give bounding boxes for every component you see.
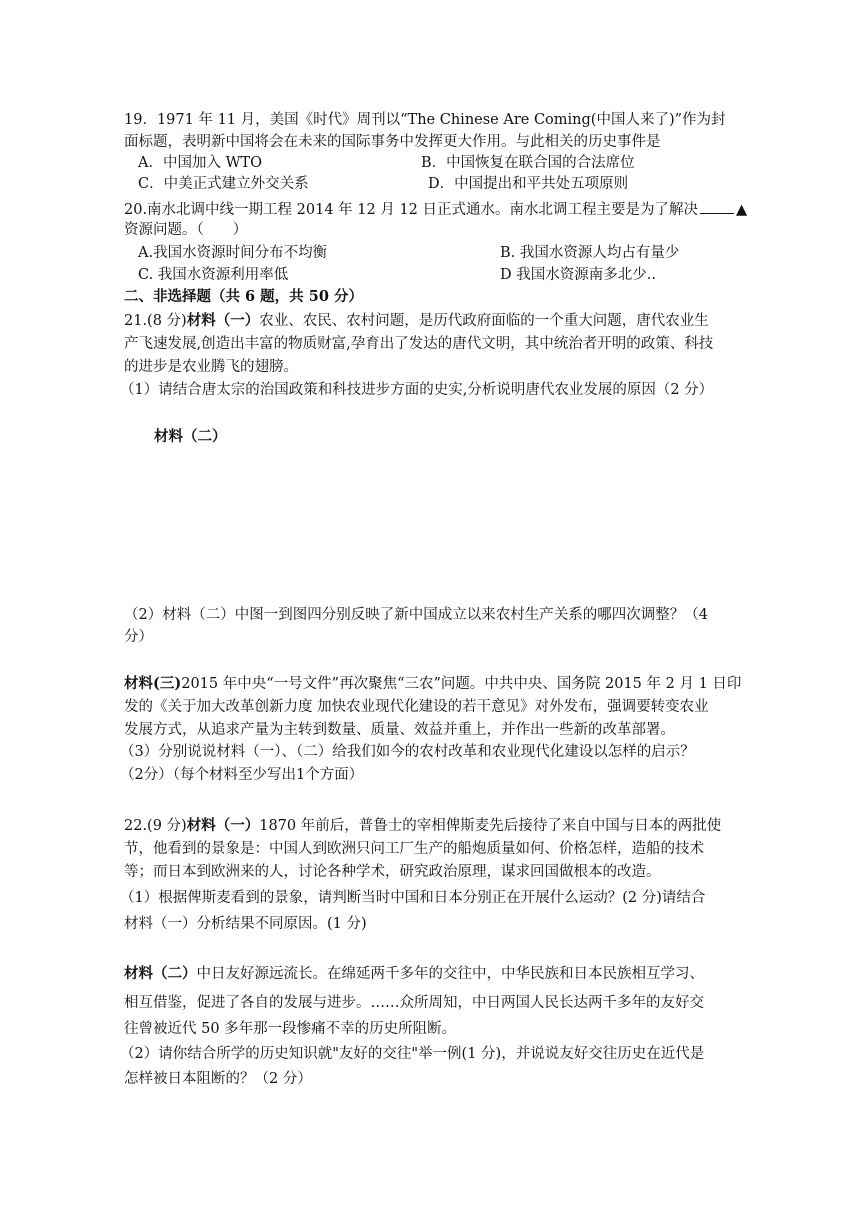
q21-material-1-line-1 — [124, 311, 709, 331]
q22-sub-question-1-line-1: （1）根据俾斯麦看到的景象，请判断当时中国和日本分别正在开展什么运动？(2 分)请结合 — [120, 890, 706, 906]
q21-material-1-line-2: 产飞速发展,创造出丰富的物质财富,孕育出了发达的唐代文明，其中统治者开明的政策、科技 — [124, 336, 714, 352]
q21-sub-question-3-line-2: （2分）（每个材料至少写出1个方面） — [120, 767, 364, 783]
q19-stem-line-1: 19．1971 年 11 月，美国《时代》周刊以“The Chinese Are Coming(中国人来了)”作为封 — [124, 112, 726, 128]
q22-sub-question-2-line-1: （2）请你结合所学的历史知识就"友好的交往"举一例(1 分)，并说说友好交往历史在近代是 — [120, 1046, 705, 1062]
q20-stem-text: 20.南水北调中线一期工程 2014 年 12 月 12 日正式通水。南水北调工程主要是为了解决 — [124, 202, 699, 218]
q21-sub-question-2-line-2: 分） — [124, 629, 153, 645]
q21-sub-question-1: （1）请结合唐太宗的治国政策和科技进步方面的史实,分析说明唐代农业发展的原因（2 分） — [120, 382, 714, 398]
q21-sub-question-2-line-1: （2）材料（二）中图一到图四分别反映了新中国成立以来农村生产关系的哪四次调整？（4 — [124, 607, 708, 623]
q21-material-3-line-1 — [124, 674, 741, 694]
q20-option-c: C. 我国水资源利用率低 — [138, 267, 289, 283]
q21-sub-question-3-line-1: （3）分别说说材料（一）、（二）给我们如今的农村改革和农业现代化建设以怎样的启示？ — [120, 744, 695, 760]
q20-blank-marker: ▲ — [736, 202, 748, 218]
q21-material-3-line-2: 发的《关于加大改革创新力度 加快农业现代化建设的若干意见》对外发布，强调要转变农业 — [124, 699, 709, 715]
q22-material-1-label: 材料（一） — [186, 817, 260, 834]
q22-material-1-line-3: 等；而日本到欧洲来的人，讨论各种学术，研究政治原理，谋求回国做根本的改造。 — [124, 864, 661, 880]
q21-material-3-label: 材料(三) — [124, 675, 182, 692]
q21-material-1-line-3: 的进步是农业腾飞的翅膀。 — [124, 359, 298, 375]
q19-stem-line-2: 面标题，表明新中国将会在未来的国际事务中发挥更大作用。与此相关的历史事件是 — [124, 134, 661, 150]
q22-sub-question-1-line-2: 材料（一）分析结果不同原因。(1 分) — [124, 916, 367, 932]
q22-material-2-label: 材料（二） — [124, 965, 197, 982]
q21-score: 21.(8 分) — [124, 313, 187, 329]
q20-option-b: B. 我国水资源人均占有量少 — [500, 245, 680, 261]
section-2-title: 二、非选择题（共 6 题，共 50 分） — [124, 288, 363, 305]
q20-stem-line-1 — [124, 199, 747, 220]
q22-material-2-line-1 — [124, 964, 704, 984]
q21-material-1-label: 材料（一） — [186, 312, 260, 329]
q20-option-d: D 我国水资源南多北少.. — [500, 267, 656, 283]
q19-option-c: C．中美正式建立外交关系 — [138, 176, 309, 192]
q19-option-b: B．中国恢复在联合国的合法席位 — [421, 155, 635, 171]
q21-material-3-text: 2015 年中央“一号文件”再次聚焦“三农”问题。中共中央、国务院 2015 年 2 月 1 日印 — [181, 676, 742, 692]
q19-option-d: D．中国提出和平共处五项原则 — [428, 176, 629, 192]
q22-material-1-text: 1870 年前后，普鲁士的宰相俾斯麦先后接待了来自中国与日本的两批使 — [259, 818, 722, 834]
q20-stem-line-2: 资源问题。（ ） — [124, 222, 248, 238]
q21-material-1-text: 农业、农民、农村问题，是历代政府面临的一个重大问题，唐代农业生 — [259, 313, 709, 329]
q22-score: 22.(9 分) — [124, 818, 187, 834]
q20-answer-blank — [700, 199, 734, 214]
q20-option-a: A.我国水资源时间分布不均衡 — [138, 245, 328, 261]
q22-material-2-line-3: 往曾被近代 50 多年那一段惨痛不幸的历史所阻断。 — [124, 1021, 457, 1037]
q22-sub-question-2-line-2: 怎样被日本阻断的？（2 分） — [124, 1071, 312, 1087]
q21-material-3-line-3: 发展方式，从追求产量为主转到数量、质量、效益并重上，并作出一些新的改革部署。 — [124, 722, 675, 738]
q22-material-1-line-2: 节，他看到的景象是：中国人到欧洲只问工厂生产的船炮质量如何、价格怎样，造船的技术 — [124, 841, 704, 857]
q22-material-1-line-1 — [124, 816, 721, 836]
q19-option-a: A．中国加入 WTO — [138, 155, 263, 171]
q22-material-2-line-2: 相互借鉴，促进了各自的发展与进步。……众所周知，中日两国人民长达两千多年的友好交 — [124, 995, 704, 1011]
q21-material-2-label: 材料（二） — [154, 428, 227, 445]
q22-material-2-text: 中日友好源远流长。在绵延两千多年的交往中，中华民族和日本民族相互学习、 — [196, 966, 704, 982]
